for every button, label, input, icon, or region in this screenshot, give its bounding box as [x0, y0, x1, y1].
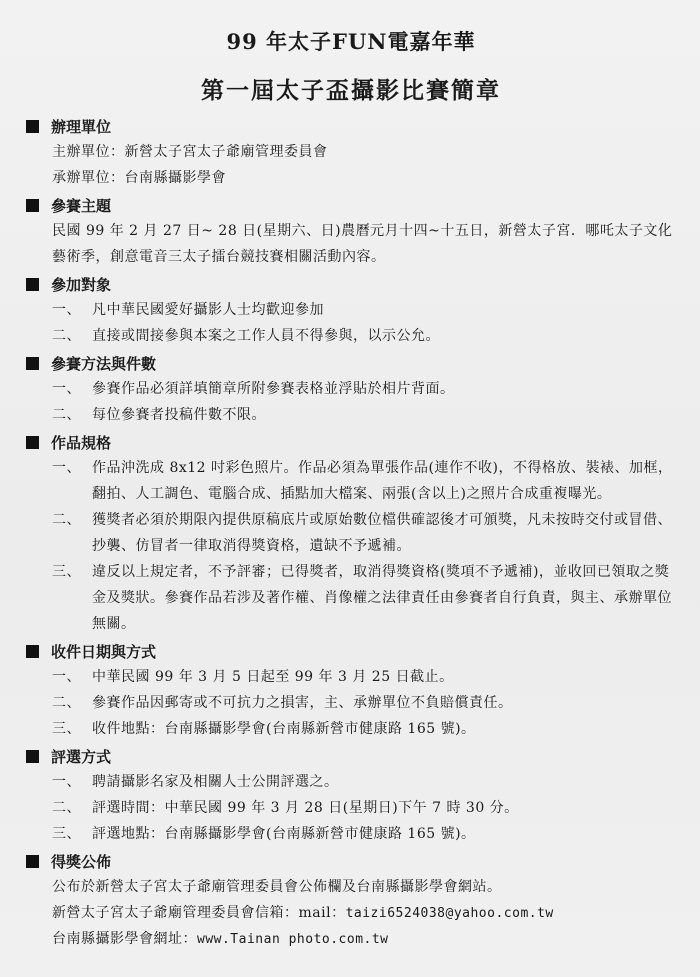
square-bullet-icon [26, 645, 39, 658]
list-item [26, 690, 676, 716]
section-heading: 評選方式 [51, 748, 112, 766]
item-text: 參賽作品必須詳填簡章所附參賽表格並浮貼於相片背面。 [92, 381, 455, 397]
list-item [26, 402, 676, 428]
section-eligibility [26, 272, 676, 349]
square-bullet-icon [26, 357, 39, 370]
list-item [26, 664, 676, 690]
square-bullet-icon [26, 120, 39, 133]
section-organizers [26, 114, 676, 191]
section-heading: 辦理單位 [51, 118, 112, 136]
list-item [26, 323, 676, 349]
item-text: 評選時間：中華民國 99 年 3 月 28 日(星期日)下午 7 時 30 分。 [92, 800, 519, 816]
item-text: 獲獎者必須於期限內提供原稿底片或原始數位檔供確認後才可頒獎，凡未按時交付或冒借、抄襲、仿冒者一律取消得獎資格，遺缺不予遞補。 [92, 512, 672, 554]
item-number: 一、 [52, 302, 81, 318]
item-number: 三、 [52, 826, 81, 842]
item-number: 二、 [52, 512, 81, 528]
section-heading: 得獎公佈 [51, 853, 112, 871]
section-announcement [26, 849, 676, 952]
announcement-text: 公布於新營太子宮太子爺廟管理委員會公佈欄及台南縣攝影學會網站。 [52, 879, 502, 895]
item-text: 直接或間接參與本案之工作人員不得參與，以示公允。 [92, 328, 440, 344]
section-heading: 參賽方法與件數 [51, 355, 157, 373]
contact-website [26, 926, 676, 952]
event-title: 99 年太子FUN電嘉年華 [226, 29, 476, 54]
item-number: 一、 [52, 381, 81, 397]
list-item [26, 507, 676, 559]
list-item [26, 795, 676, 821]
section-submission [26, 639, 676, 742]
item-text: 凡中華民國愛好攝影人士均歡迎參加 [92, 302, 324, 318]
theme-paragraph: 民國 99 年 2 月 27 日~ 28 日(星期六、日)農曆元月十四~十五日，新營太子宮．哪吒太子文化藝術季，創意電音三太子擂台競技賽相關活動內容。 [52, 223, 673, 265]
list-item [26, 297, 676, 323]
section-entry-method [26, 351, 676, 428]
item-number: 二、 [52, 695, 81, 711]
square-bullet-icon [26, 750, 39, 763]
list-item [26, 455, 676, 507]
square-bullet-icon [26, 199, 39, 212]
item-text: 評選地點：台南縣攝影學會(台南縣新營市健康路 165 號)。 [92, 826, 476, 842]
section-heading: 參賽主題 [51, 197, 112, 215]
item-number: 一、 [52, 774, 81, 790]
section-judging [26, 744, 676, 847]
item-number: 一、 [52, 460, 81, 476]
item-text: 聘請攝影名家及相關人士公開評選之。 [92, 774, 339, 790]
square-bullet-icon [26, 855, 39, 868]
square-bullet-icon [26, 278, 39, 291]
website-url[interactable]: www.Tainan photo.com.tw [197, 932, 389, 947]
item-text: 收件地點：台南縣攝影學會(台南縣新營市健康路 165 號)。 [92, 721, 476, 737]
list-item [26, 769, 676, 795]
item-number: 三、 [52, 564, 81, 580]
item-text: 作品沖洗成 8x12 吋彩色照片。作品必須為單張作品(連作不收)，不得格放、裝裱、加框，翻拍、人工調色、電腦合成、插點加大檔案、兩張(含以上)之照片合成重複曝光。 [92, 460, 673, 502]
contact-mail [26, 900, 676, 926]
item-number: 二、 [52, 407, 81, 423]
list-item [26, 821, 676, 847]
website-label: 台南縣攝影學會網址： [52, 931, 197, 947]
item-number: 三、 [52, 721, 81, 737]
mail-address[interactable]: taizi6524038@yahoo.com.tw [345, 906, 554, 921]
list-item [26, 376, 676, 402]
organizer-host: 主辦單位：新營太子宮太子爺廟管理委員會 [52, 144, 328, 160]
document-body [26, 114, 676, 952]
section-heading: 收件日期與方式 [51, 643, 157, 661]
item-number: 二、 [52, 800, 81, 816]
item-text: 每位參賽者投稿件數不限。 [92, 407, 266, 423]
section-heading: 參加對象 [51, 276, 112, 294]
contest-title: 第一屆太子盃攝影比賽簡章 [201, 77, 501, 104]
list-item [26, 716, 676, 742]
mail-label: 新營太子宮太子爺廟管理委員會信箱：mail： [52, 905, 346, 921]
item-text: 參賽作品因郵寄或不可抗力之損害，主、承辦單位不負賠償責任。 [92, 695, 513, 711]
square-bullet-icon [26, 436, 39, 449]
list-item [26, 559, 676, 637]
section-theme [26, 193, 676, 270]
section-heading: 作品規格 [51, 434, 112, 452]
item-number: 一、 [52, 669, 81, 685]
item-number: 二、 [52, 328, 81, 344]
organizer-executor: 承辦單位：台南縣攝影學會 [52, 170, 226, 186]
item-text: 違反以上規定者，不予評審；已得獎者，取消得獎資格(獎項不予遞補)，並收回已領取之獎金及獎狀。參賽作品若涉及著作權、肖像權之法律責任由參賽者自行負責，與主、承辦單位無關。 [92, 564, 672, 632]
item-text: 中華民國 99 年 3 月 5 日起至 99 年 3 月 25 日截止。 [92, 669, 454, 685]
section-specifications [26, 430, 676, 637]
